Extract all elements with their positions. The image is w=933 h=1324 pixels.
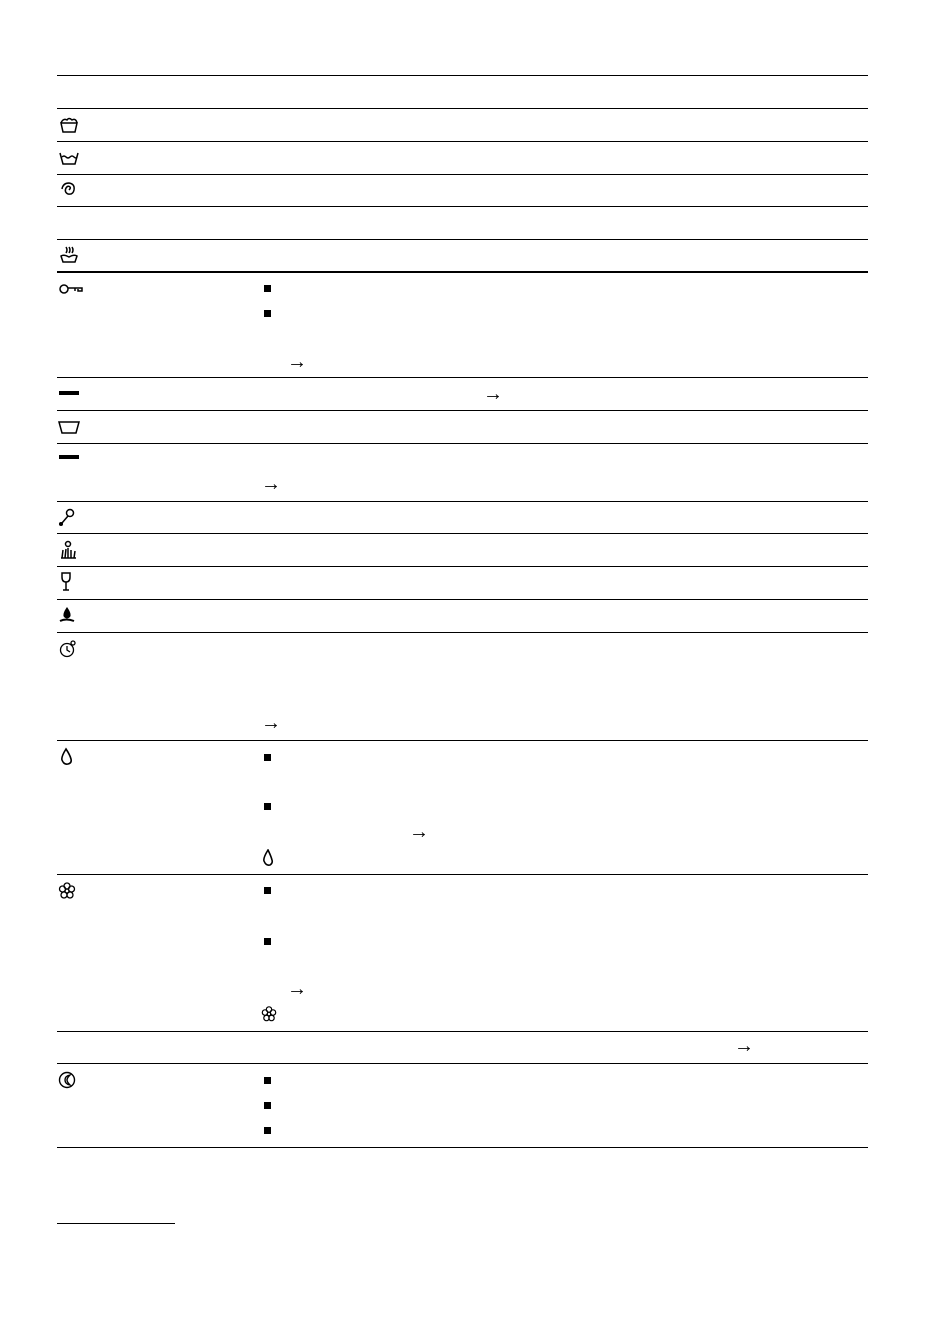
arrow-glyph: → [483, 383, 503, 405]
table-rule [57, 599, 868, 600]
moon-icon [58, 1070, 80, 1090]
flower-icon [58, 881, 80, 901]
clock-icon [58, 639, 80, 659]
table-rule [57, 740, 868, 741]
drop-icon [58, 747, 80, 767]
list-bullet [264, 887, 271, 894]
arrow-glyph: → [261, 712, 281, 734]
table-rule [57, 174, 868, 175]
table-rule [57, 1147, 868, 1148]
table-rule [57, 874, 868, 875]
table-rule [57, 1063, 868, 1064]
list-bullet [264, 938, 271, 945]
list-bullet [264, 1127, 271, 1134]
list-bullet [264, 310, 271, 317]
table-rule [57, 75, 868, 76]
steam-icon [58, 245, 80, 265]
table-rule [57, 377, 868, 378]
drop-hand-icon [58, 605, 80, 625]
table-rule [57, 533, 868, 534]
tub-icon [58, 417, 80, 437]
table-rule [57, 632, 868, 633]
table-rule [57, 566, 868, 567]
drop-icon [260, 849, 278, 867]
table-rule [57, 239, 868, 240]
grass-icon [58, 540, 80, 560]
list-bullet [264, 285, 271, 292]
arrow-glyph: → [409, 821, 429, 843]
table-rule-thick [57, 271, 868, 273]
table-rule [57, 141, 868, 142]
dash-icon [58, 384, 80, 404]
water-tub-icon [58, 148, 80, 168]
wine-glass-icon [58, 572, 80, 592]
list-bullet [264, 754, 271, 761]
list-bullet [264, 1102, 271, 1109]
table-rule [57, 1031, 868, 1032]
key-icon [58, 279, 80, 299]
arrow-glyph: → [261, 473, 281, 495]
footnote-separator [57, 1223, 175, 1224]
spiral-icon [58, 180, 80, 200]
arrow-glyph: → [287, 978, 307, 1000]
table-rule [57, 501, 868, 502]
list-bullet [264, 1077, 271, 1084]
arrow-glyph: → [734, 1035, 754, 1057]
arrow-glyph: → [287, 351, 307, 373]
table-rule [57, 443, 868, 444]
list-bullet [264, 803, 271, 810]
dash-icon [58, 448, 80, 468]
table-rule [57, 108, 868, 109]
brush-icon [58, 507, 80, 527]
flower-icon [260, 1005, 278, 1023]
basket-icon [58, 115, 80, 135]
table-rule [57, 410, 868, 411]
table-rule [57, 206, 868, 207]
